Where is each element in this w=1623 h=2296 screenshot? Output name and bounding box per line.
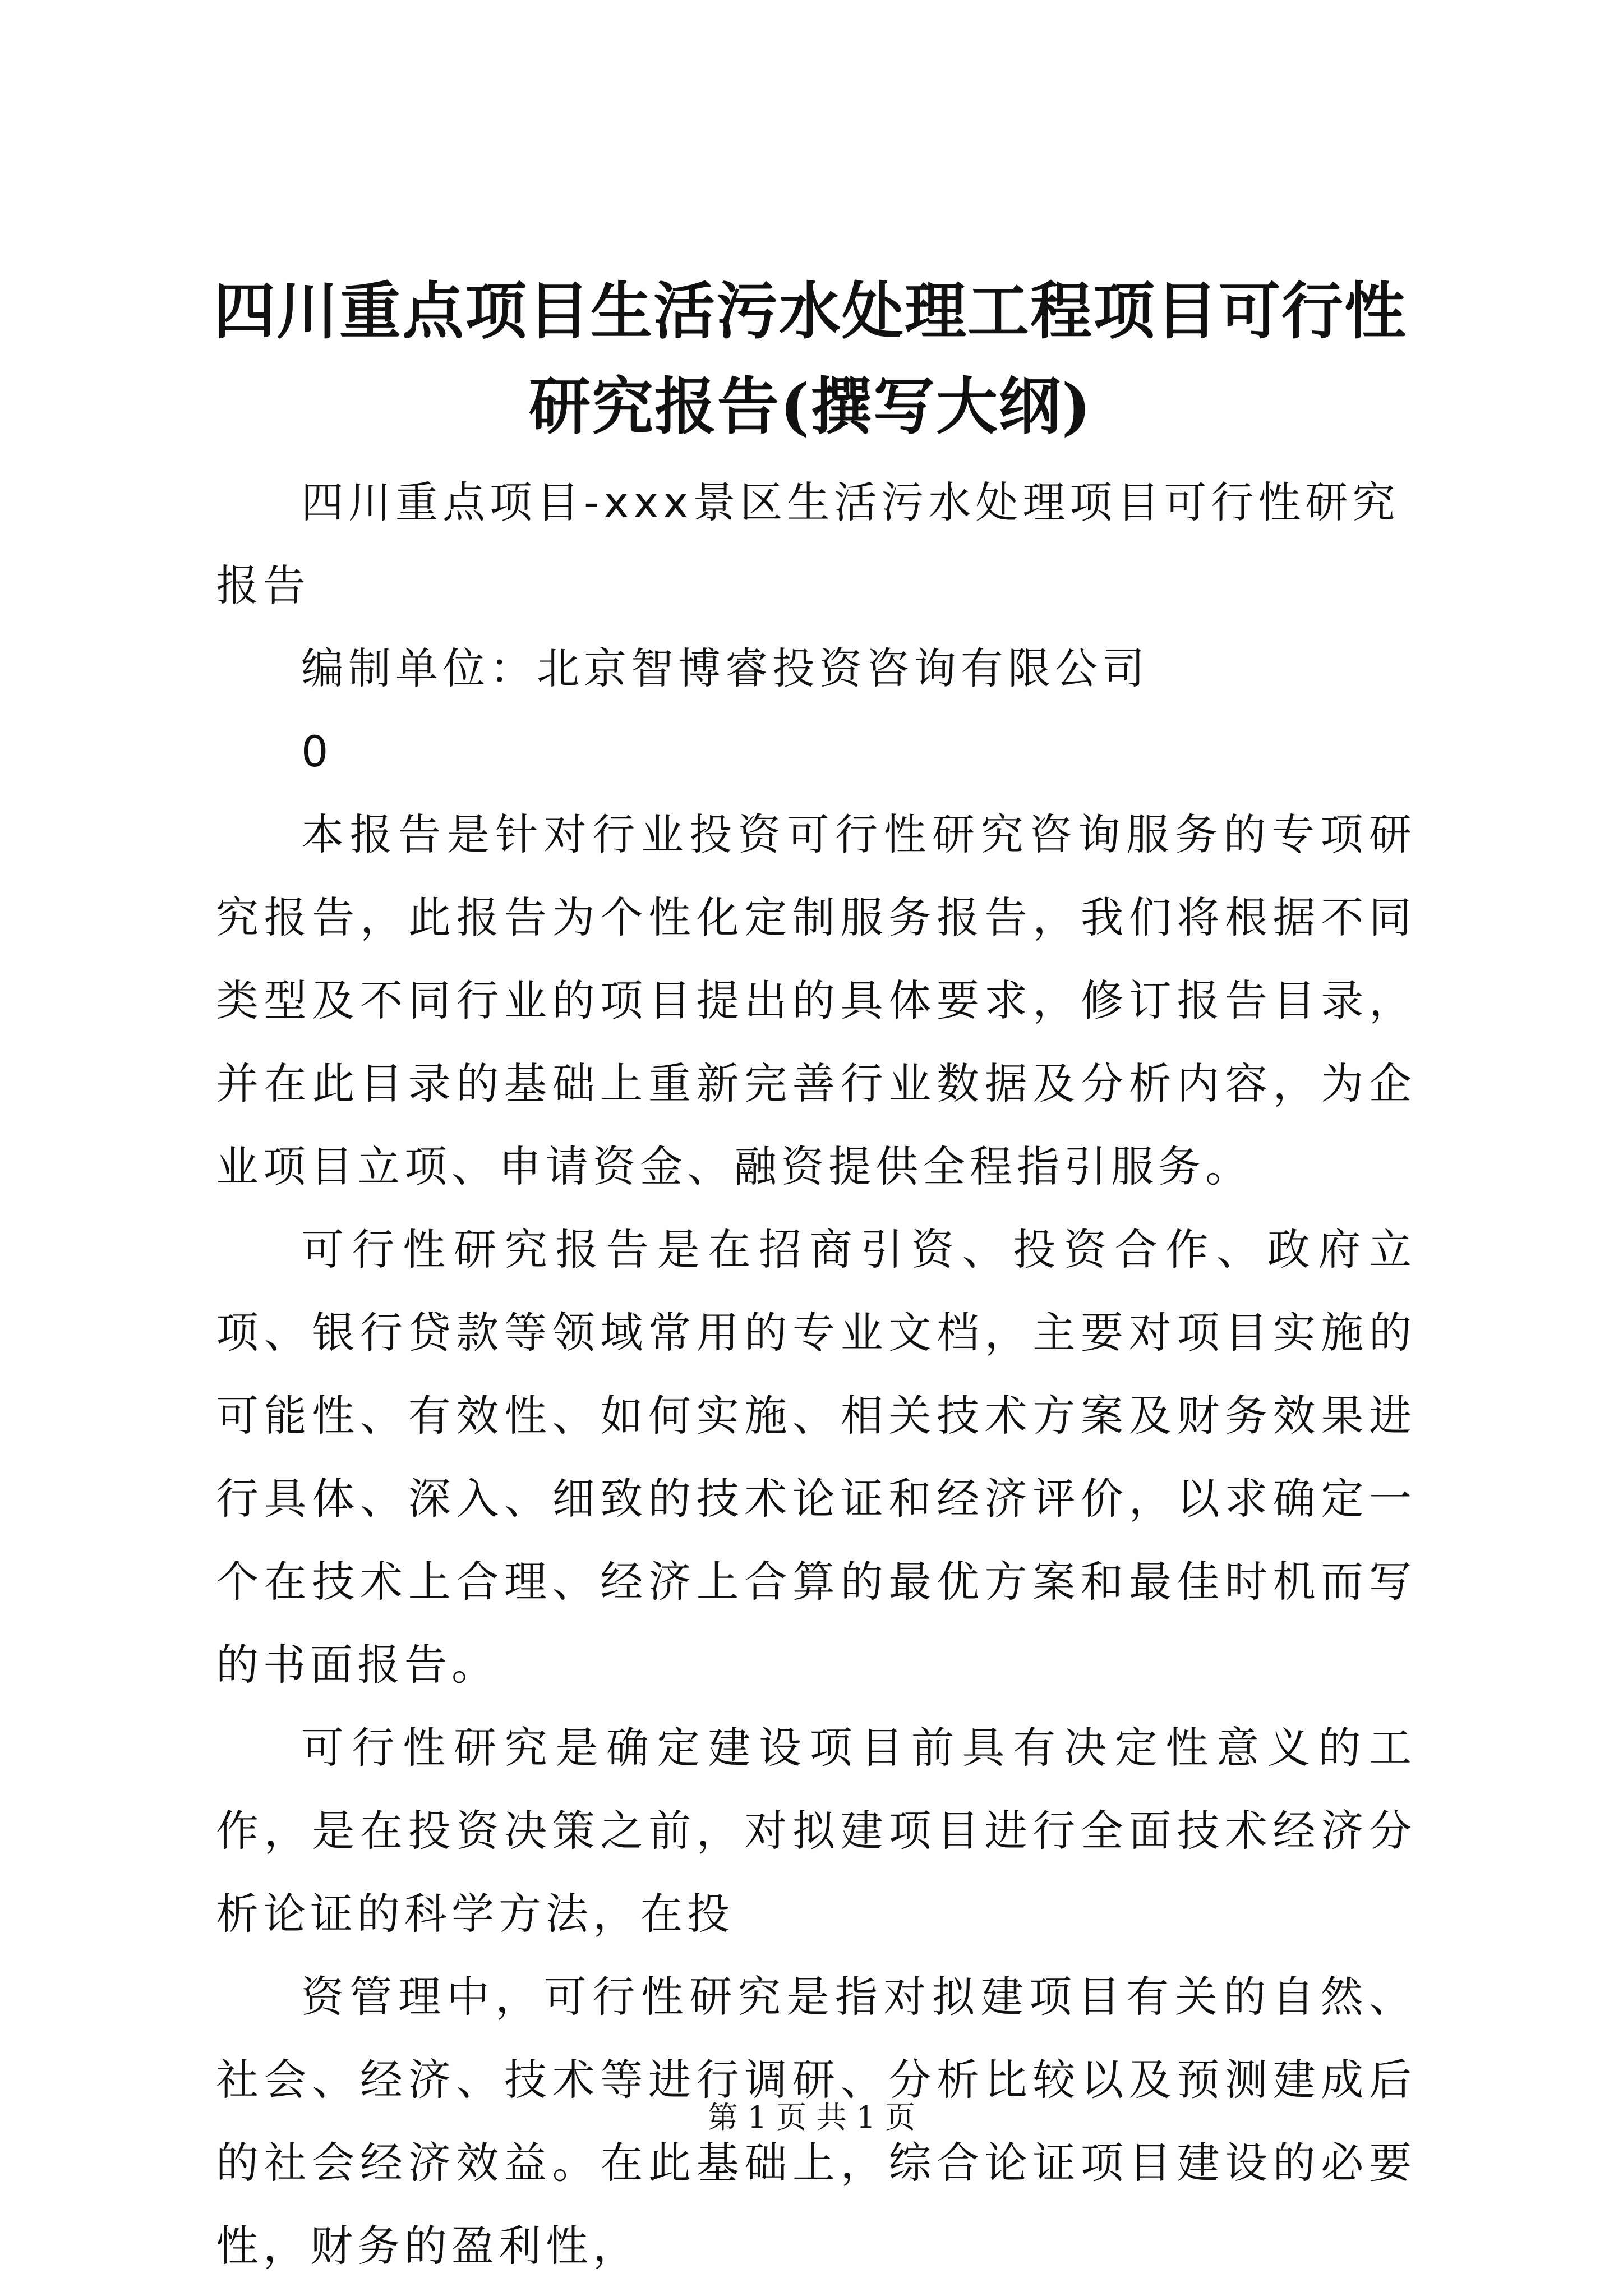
zero-line: 0: [301, 726, 333, 776]
document-body: [216, 461, 1416, 2288]
page-footer: 第 1 页 共 1 页: [707, 2100, 916, 2135]
paragraph-4: 资管理中，可行性研究是指对拟建项目有关的自然、社会、经济、技术等进行调研、分析比较以及预测建成后的社会经济效益。在此基础上，综合论证项目建设的必要性，财务的盈利性，: [216, 1972, 1416, 2271]
paragraph-3: 可行性研究是确定建设项目前具有决定性意义的工作，是在投资决策之前，对拟建项目进行全面技术经济分析论证的科学方法，在投: [216, 1723, 1416, 1939]
document-title: 四川重点项目生活污水处理工程项目可行性研究报告(撰写大纲): [214, 275, 1407, 443]
paragraph-1: 本报告是针对行业投资可行性研究咨询服务的专项研究报告，此报告为个性化定制服务报告，我们将根据不同类型及不同行业的项目提出的具体要求，修订报告目录，并在此目录的基础上重新完善行业数据及分析内容，为企业项目立项、申请资金、融资提供全程指引服务。: [216, 809, 1416, 1191]
paragraph-2: 可行性研究报告是在招商引资、投资合作、政府立项、银行贷款等领域常用的专业文档，主要对项目实施的可能性、有效性、如何实施、相关技术方案及财务效果进行具体、深入、细致的技术论证和经济评价，以求确定一个在技术上合理、经济上合算的最优方案和最佳时机而写的书面报告。: [216, 1225, 1416, 1690]
author-line: 编制单位：北京智博睿投资咨询有限公司: [301, 643, 1149, 693]
project-subtitle: 四川重点项目-xxx景区生活污水处理项目可行性研究报告: [216, 477, 1400, 610]
